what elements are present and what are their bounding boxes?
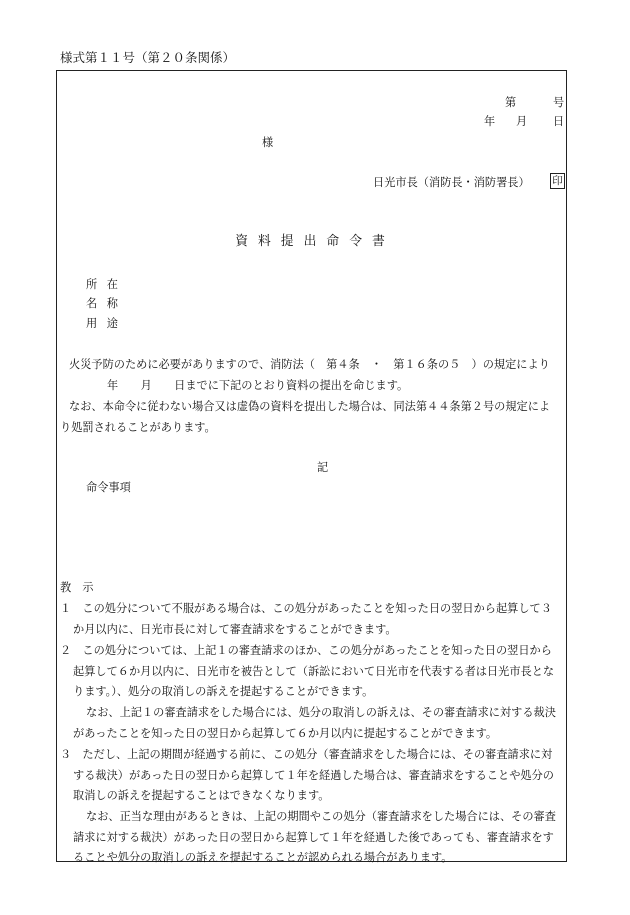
date-year-label: 年 (484, 115, 496, 128)
body-line-3: なお、本命令に従わない場合又は虚偽の資料を提出した場合は、同法第４４条第２号の規定によ (69, 400, 551, 413)
notice-line: か月以内に、日光市長に対して審査請求をすることができます。 (73, 623, 397, 636)
notice-line: ることや処分の取消しの訴えを提起することが認められる場合があります。 (73, 851, 453, 864)
date-month-label: 月 (516, 115, 528, 128)
field-name-label: 名 称 (86, 297, 118, 310)
notice-line: ２ この処分については、上記１の審査請求のほか、この処分があったことを知った日の翌日から (60, 644, 552, 657)
body-line-1: 火災予防のために必要がありますので、消防法（ 第４条 ・ 第１６条の５ ）の規定により (69, 358, 550, 371)
record-heading: 記 (317, 461, 329, 474)
issuer-name: 日光市長（消防長・消防署長） (373, 176, 530, 189)
notice-line: があったことを知った日の翌日から起算して６か月以内に提起することができます。 (73, 727, 498, 740)
notice-heading: 教 示 (60, 581, 94, 594)
notice-line: 請求に対する裁決）があった日の翌日から起算して１年を経過した後であっても、審査請求をす (73, 831, 554, 844)
body-line-4: り処罰されることがあります。 (60, 421, 216, 434)
form-number: 様式第１１号（第２０条関係） (60, 50, 236, 65)
notice-line: 取消しの訴えを提起することはできなくなります。 (73, 789, 330, 802)
notice-line: ３ ただし、上記の期間が経過する前に、この処分（審査請求をした場合には、その審査請求に対 (60, 748, 553, 761)
notice-line: する裁決）があった日の翌日から起算して１年を経過した場合は、審査請求をすることや処分の (73, 769, 554, 782)
seal-box: 印 (550, 173, 565, 189)
notice-line: 起算して６か月以内に、日光市を被告として（訴訟において日光市を代表する者は日光市長とな (73, 665, 555, 678)
field-location-label: 所 在 (86, 278, 118, 291)
order-items-label: 命令事項 (86, 481, 131, 494)
document-title: 資料提出命令書 (235, 234, 395, 249)
date-day-label: 日 (553, 115, 565, 128)
recipient-honorific: 様 (262, 136, 274, 149)
notice-line: なお、上記１の審査請求をした場合には、処分の取消しの訴えは、その審査請求に対する裁決 (86, 706, 556, 719)
field-usage-label: 用 途 (86, 317, 118, 330)
doc-number-suffix: 号 (553, 96, 565, 109)
notice-line: １ この処分について不服がある場合は、この処分があったことを知った日の翌日から起算して３ (60, 602, 552, 615)
notice-line: なお、正当な理由があるときは、上記の期間やこの処分（審査請求をした場合には、その審査 (86, 810, 556, 823)
notice-line: ります。）、処分の取消しの訴えを提起することができます。 (73, 685, 374, 698)
doc-number-prefix: 第 (505, 96, 517, 109)
body-line-2: 年 月 日までに下記のとおり資料の提出を命じます。 (107, 379, 409, 392)
